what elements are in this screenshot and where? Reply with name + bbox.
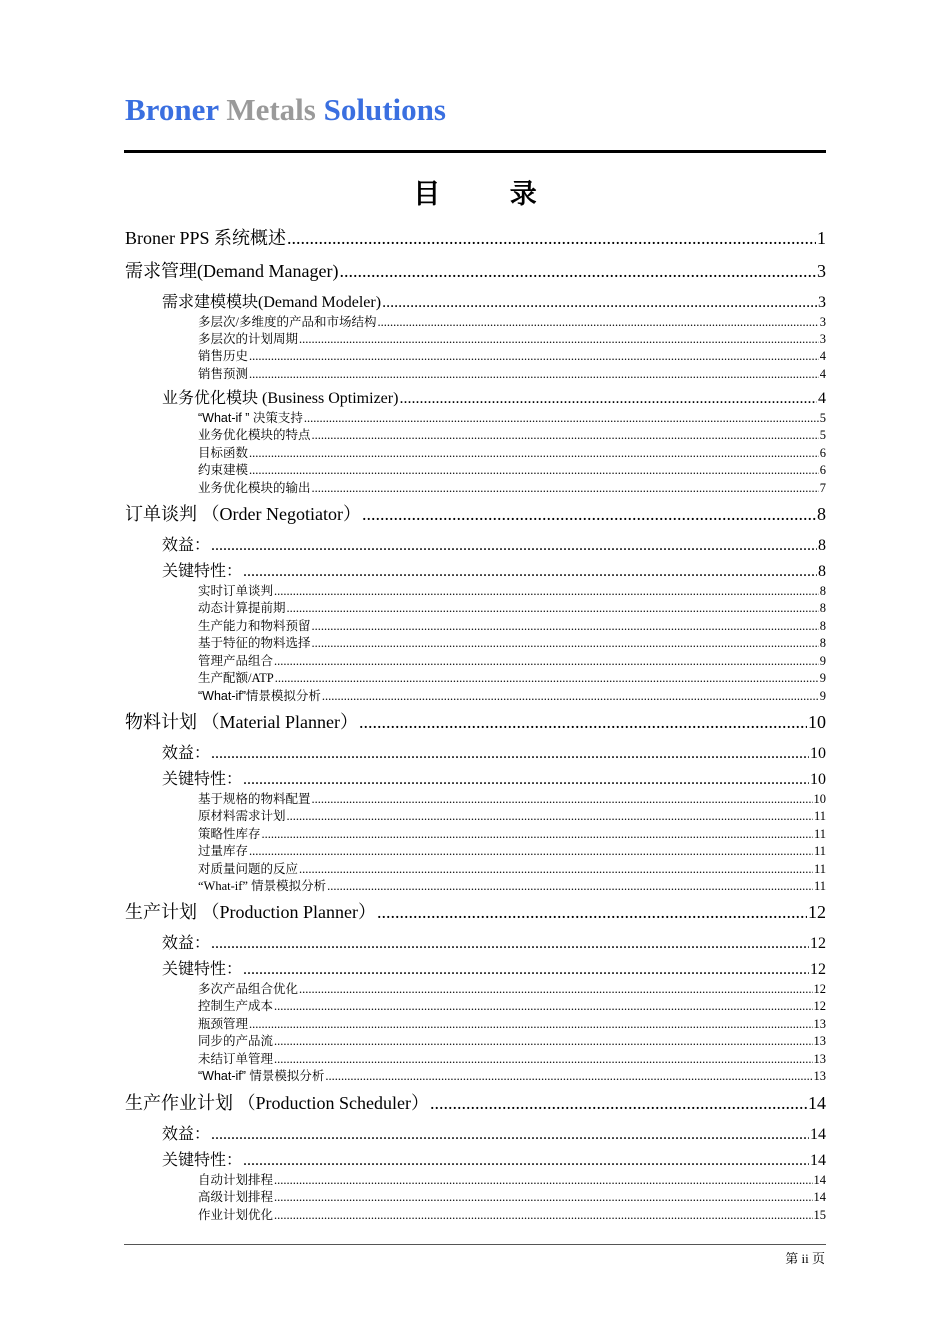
toc-dot-leader	[249, 446, 819, 461]
toc-dot-leader	[312, 792, 813, 807]
toc-dot-leader	[287, 601, 819, 616]
company-brand-title	[125, 92, 446, 128]
toc-dot-leader	[304, 411, 819, 426]
toc-entry-level1[interactable]	[125, 1089, 826, 1113]
brand-word-broner: Broner	[125, 92, 219, 127]
toc-entry-page: 12	[808, 902, 826, 922]
toc-entry-page: 14	[810, 1152, 826, 1169]
toc-entry-level3[interactable]	[198, 979, 826, 996]
toc-entry-page: 3	[817, 261, 826, 281]
toc-entry-level3[interactable]	[198, 598, 826, 615]
toc-entry-page: 14	[813, 1190, 826, 1204]
toc-dot-leader	[243, 1152, 809, 1170]
toc-entry-level3[interactable]	[198, 841, 826, 858]
toc-entry-page: 15	[813, 1208, 826, 1222]
toc-entry-level3[interactable]	[198, 859, 826, 876]
toc-dot-leader	[399, 390, 817, 408]
toc-entry-page: 13	[813, 1052, 826, 1066]
toc-entry-level1[interactable]	[125, 898, 826, 922]
toc-entry-level2[interactable]	[162, 385, 826, 407]
toc-entry-page: 8	[819, 601, 826, 615]
toc-entry-level2[interactable]	[162, 930, 826, 952]
toc-entry-level3[interactable]	[198, 312, 826, 329]
toc-entry-page: 9	[819, 654, 826, 668]
footer-rule	[124, 1244, 826, 1245]
toc-dot-leader	[262, 827, 813, 842]
toc-entry-page: 12	[813, 982, 826, 996]
toc-dot-leader	[243, 563, 817, 581]
toc-entry-title: 效益：	[162, 1126, 211, 1143]
toc-entry-page: 8	[819, 619, 826, 633]
toc-entry-title: 未结订单管理	[198, 1052, 274, 1066]
toc-dot-leader	[299, 332, 819, 347]
toc-entry-title: 销售历史	[198, 349, 249, 363]
toc-entry-page: 5	[819, 411, 826, 425]
toc-entry-page: 12	[810, 961, 826, 978]
toc-dot-leader	[339, 261, 816, 282]
toc-entry-level3[interactable]	[198, 408, 826, 425]
toc-dot-leader	[312, 636, 819, 651]
toc-entry-level3[interactable]	[198, 329, 826, 346]
toc-entry-title: Broner PPS 系统概述	[125, 228, 287, 248]
toc-entry-page: 7	[819, 481, 826, 495]
toc-entry-level3[interactable]	[198, 1205, 826, 1222]
toc-entry-level3[interactable]	[198, 581, 826, 598]
page-number: 第 ii 页	[785, 1251, 825, 1266]
toc-entry-title: 关键特性：	[162, 563, 243, 580]
toc-dot-leader	[274, 584, 819, 599]
toc-entry-title: “What-if” 情景模拟分析	[198, 879, 327, 893]
toc-entry-title: 策略性库存	[198, 827, 261, 841]
toc-entry-title: 物料计划 （Material Planner）	[125, 712, 358, 732]
toc-dot-leader	[274, 1052, 812, 1067]
toc-entry-level3[interactable]	[198, 1170, 826, 1187]
toc-entry-level3[interactable]	[198, 651, 826, 668]
toc-dot-leader	[275, 671, 819, 686]
toc-entry-page: 11	[813, 809, 826, 823]
toc-entry-title: 关键特性：	[162, 961, 243, 978]
toc-entry-level3[interactable]	[198, 346, 826, 363]
toc-dot-leader	[299, 982, 812, 997]
toc-dot-leader	[362, 504, 816, 525]
toc-entry-title: 效益：	[162, 745, 211, 762]
toc-entry-level3[interactable]	[198, 1049, 826, 1066]
toc-dot-leader	[211, 935, 809, 953]
toc-entry-level3[interactable]	[198, 1031, 826, 1048]
toc-entry-title: 需求管理(Demand Manager)	[125, 261, 339, 281]
toc-entry-title: 同步的产品流	[198, 1034, 274, 1048]
toc-entry-page: 12	[813, 999, 826, 1013]
toc-dot-leader	[249, 349, 819, 364]
toc-dot-leader	[249, 367, 819, 382]
toc-entry-title: 关键特性：	[162, 771, 243, 788]
toc-entry-level3[interactable]	[198, 686, 826, 703]
brand-word-metals: Metals	[226, 92, 316, 127]
toc-entry-page: 8	[819, 636, 826, 650]
toc-entry-page: 1	[817, 228, 826, 248]
toc-entry-title: 生产能力和物料预留	[198, 619, 311, 633]
toc-entry-page: 12	[810, 935, 826, 952]
toc-entry-level3[interactable]	[198, 1066, 826, 1083]
toc-entry-level3[interactable]	[198, 789, 826, 806]
toc-entry-page: 8	[819, 584, 826, 598]
toc-entry-page: 8	[817, 504, 826, 524]
toc-dot-leader	[274, 1034, 812, 1049]
toc-dot-leader	[274, 1208, 812, 1223]
toc-entry-page: 5	[819, 428, 826, 442]
toc-dot-leader	[274, 1173, 812, 1188]
toc-entry-level1[interactable]	[125, 500, 826, 524]
toc-entry-title: 基于特征的物料选择	[198, 636, 311, 650]
toc-entry-title: 需求建模模块(Demand Modeler)	[162, 294, 382, 311]
toc-entry-level1[interactable]	[125, 257, 826, 281]
toc-entry-level2[interactable]	[162, 1147, 826, 1169]
toc-entry-level2[interactable]	[162, 532, 826, 554]
toc-entry-page: 3	[818, 294, 826, 311]
toc-entry-title: 生产计划 （Production Planner）	[125, 902, 376, 922]
toc-dot-leader	[359, 712, 807, 733]
toc-dot-leader	[249, 1017, 812, 1032]
toc-entry-title: “What-if ” 决策支持	[198, 411, 303, 425]
toc-entry-level3[interactable]	[198, 996, 826, 1013]
toc-entry-page: 11	[813, 827, 826, 841]
toc-entry-level3[interactable]	[198, 364, 826, 381]
toc-dot-leader	[274, 1190, 812, 1205]
toc-dot-leader	[312, 619, 819, 634]
toc-entry-title: 约束建模	[198, 463, 249, 477]
toc-entry-page: 3	[819, 315, 826, 329]
toc-entry-title: 生产配额/ATP	[198, 671, 274, 685]
toc-entry-level2[interactable]	[162, 766, 826, 788]
toc-entry-level3[interactable]	[198, 443, 826, 460]
toc-entry-page: 14	[813, 1173, 826, 1187]
toc-entry-page: 10	[813, 792, 826, 806]
toc-entry-title: 订单谈判 （Order Negotiator）	[125, 504, 361, 524]
toc-dot-leader	[211, 1126, 809, 1144]
toc-dot-leader	[299, 862, 813, 877]
toc-entry-title: 控制生产成本	[198, 999, 274, 1013]
toc-dot-leader	[274, 999, 812, 1014]
toc-dot-leader	[377, 315, 818, 330]
toc-entry-page: 4	[819, 367, 826, 381]
toc-entry-title: 业务优化模块的特点	[198, 428, 311, 442]
toc-dot-leader	[243, 771, 809, 789]
toc-entry-page: 10	[808, 712, 826, 732]
toc-dot-leader	[211, 537, 817, 555]
toc-dot-leader	[377, 902, 807, 923]
toc-dot-leader	[249, 463, 819, 478]
toc-entry-level1[interactable]	[125, 708, 826, 732]
toc-entry-title: 自动计划排程	[198, 1173, 274, 1187]
toc-entry-title: 业务优化模块的输出	[198, 481, 311, 495]
toc-dot-leader	[430, 1093, 807, 1114]
toc-entry-page: 10	[810, 745, 826, 762]
toc-entry-level1[interactable]	[125, 224, 826, 248]
toc-entry-level2[interactable]	[162, 1121, 826, 1143]
toc-entry-title: 瓶颈管理	[198, 1017, 249, 1031]
brand-word-solutions: Solutions	[323, 92, 446, 127]
toc-entry-title: 作业计划优化	[198, 1208, 274, 1222]
toc-entry-page: 11	[813, 844, 826, 858]
toc-entry-page: 11	[813, 862, 826, 876]
toc-entry-level3[interactable]	[198, 824, 826, 841]
toc-heading: 目 录	[413, 179, 567, 210]
toc-entry-title: 对质量问题的反应	[198, 862, 299, 876]
toc-entry-page: 13	[813, 1034, 826, 1048]
toc-dot-leader	[211, 745, 809, 763]
toc-entry-level3[interactable]	[198, 616, 826, 633]
toc-entry-page: 9	[819, 689, 826, 703]
toc-entry-title: “What-if” 情景模拟分析	[198, 1069, 325, 1083]
toc-dot-leader	[382, 294, 817, 312]
toc-entry-title: 高级计划排程	[198, 1190, 274, 1204]
toc-dot-leader	[322, 689, 819, 704]
toc-entry-page: 13	[813, 1017, 826, 1031]
toc-entry-title: 生产作业计划 （Production Scheduler）	[125, 1093, 429, 1113]
toc-entry-page: 8	[818, 537, 826, 554]
toc-entry-title: 动态计算提前期	[198, 601, 286, 615]
toc-entry-title: 原材料需求计划	[198, 809, 286, 823]
toc-entry-title: 销售预测	[198, 367, 249, 381]
toc-entry-level3[interactable]	[198, 633, 826, 650]
toc-entry-title: 目标函数	[198, 446, 249, 460]
toc-entry-title: 基于规格的物料配置	[198, 792, 311, 806]
toc-dot-leader	[287, 228, 816, 249]
toc-entry-page: 13	[813, 1069, 826, 1083]
toc-entry-title: 效益：	[162, 537, 211, 554]
toc-entry-level3[interactable]	[198, 1187, 826, 1204]
toc-entry-page: 4	[819, 349, 826, 363]
header-rule	[124, 150, 826, 153]
toc-dot-leader	[287, 809, 813, 824]
toc-dot-leader	[325, 1069, 812, 1084]
toc-entry-level3[interactable]	[198, 460, 826, 477]
toc-entry-level2[interactable]	[162, 740, 826, 762]
toc-entry-title: 业务优化模块 (Business Optimizer)	[162, 390, 399, 407]
toc-entry-page: 11	[813, 879, 826, 893]
toc-entry-page: 6	[819, 446, 826, 460]
toc-entry-page: 14	[808, 1093, 826, 1113]
toc-entry-level3[interactable]	[198, 1014, 826, 1031]
toc-dot-leader	[327, 879, 813, 894]
toc-entry-level2[interactable]	[162, 558, 826, 580]
toc-entry-level3[interactable]	[198, 876, 826, 893]
toc-entry-title: 多次产品组合优化	[198, 982, 299, 996]
toc-entry-page: 8	[818, 563, 826, 580]
toc-dot-leader	[312, 428, 819, 443]
toc-entry-page: 14	[810, 1126, 826, 1143]
toc-entry-title: 多层次/多维度的产品和市场结构	[198, 315, 377, 329]
toc-entry-title: 管理产品组合	[198, 654, 274, 668]
toc-entry-page: 6	[819, 463, 826, 477]
toc-entry-level3[interactable]	[198, 806, 826, 823]
toc-entry-page: 3	[819, 332, 826, 346]
toc-entry-title: 过量库存	[198, 844, 249, 858]
toc-entry-title: 多层次的计划周期	[198, 332, 299, 346]
toc-entry-level2[interactable]	[162, 289, 826, 311]
toc-entry-page: 4	[818, 390, 826, 407]
toc-entry-page: 9	[819, 671, 826, 685]
toc-entry-level3[interactable]	[198, 425, 826, 442]
toc-dot-leader	[312, 481, 819, 496]
toc-entry-title: 实时订单谈判	[198, 584, 274, 598]
toc-entry-level3[interactable]	[198, 478, 826, 495]
toc-entry-title: 关键特性：	[162, 1152, 243, 1169]
toc-entry-level2[interactable]	[162, 956, 826, 978]
toc-entry-level3[interactable]	[198, 668, 826, 685]
toc-entry-title: 效益：	[162, 935, 211, 952]
toc-dot-leader	[274, 654, 819, 669]
toc-entry-title: “What-if”情景模拟分析	[198, 689, 321, 703]
toc-entry-page: 10	[810, 771, 826, 788]
toc-dot-leader	[249, 844, 813, 859]
toc-dot-leader	[243, 961, 809, 979]
